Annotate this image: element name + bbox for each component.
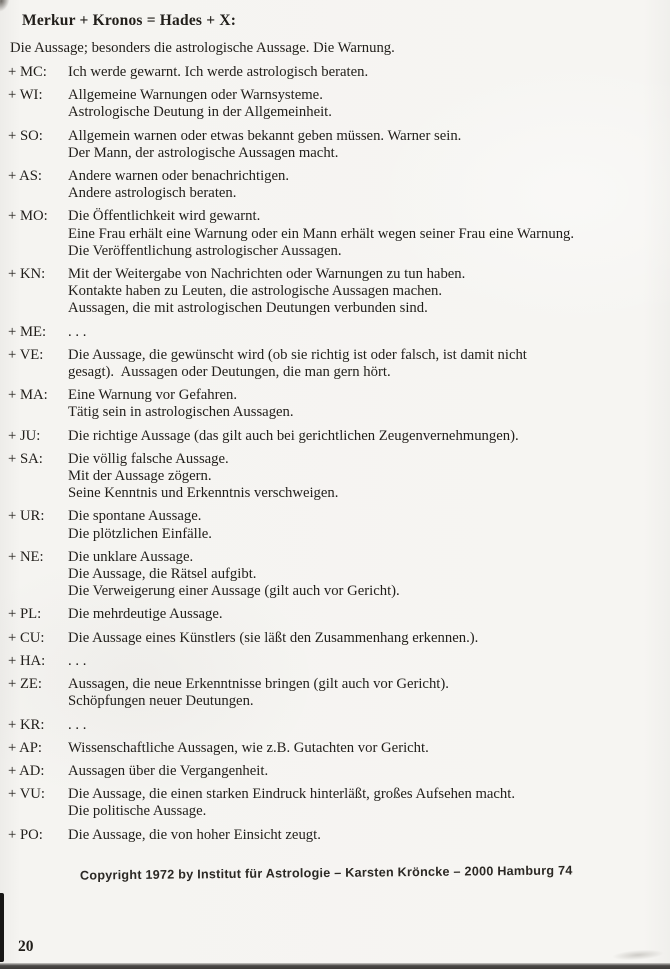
entry-row [8, 266, 662, 318]
entry-lines [68, 676, 662, 710]
entry-line: Schöpfungen neuer Deutungen. [68, 693, 254, 710]
entry-label: + KR: [8, 716, 45, 733]
entry-label: + HA: [8, 652, 46, 669]
entry-lines [68, 508, 662, 542]
entry-lines [68, 763, 662, 780]
entry-lines [68, 387, 662, 421]
entry-row [8, 208, 662, 260]
entry-label: + PO: [8, 826, 43, 843]
entry-row [8, 87, 662, 121]
entry-lines [68, 208, 662, 260]
entry-line: Aussagen, die neue Erkenntnisse bringen (gilt auch vor Gericht). [68, 676, 449, 693]
entry-line: Die spontane Aussage. [68, 508, 202, 525]
entry-row [8, 653, 662, 670]
entry-row [8, 347, 662, 381]
entry-line: Aussagen über die Vergangenheit. [68, 762, 269, 779]
entry-lines [68, 786, 662, 820]
entry-label: + VE: [8, 346, 44, 363]
entry-line: Andere warnen oder benachrichtigen. [68, 168, 290, 185]
scan-artifact-left-bar [0, 893, 4, 962]
entry-row [8, 549, 662, 601]
entry-line: Die Aussage, die gewünscht wird (ob sie richtig ist oder falsch, ist damit nicht [68, 346, 527, 363]
entry-label: + UR: [8, 508, 45, 525]
entry-line: Allgemein warnen oder etwas bekannt geben müssen. Warner sein. [68, 127, 462, 144]
entry-line: Tätig sein in astrologischen Aussagen. [68, 404, 294, 421]
entry-lines [68, 451, 662, 503]
entry-lines [68, 266, 662, 318]
entry-lines [68, 630, 662, 647]
entry-lines [68, 606, 662, 623]
entry-row [8, 508, 662, 542]
entry-line: Mit der Aussage zögern. [68, 468, 212, 485]
entry-line: Allgemeine Warnungen oder Warnsysteme. [68, 87, 323, 104]
entry-line: Die richtige Aussage (das gilt auch bei gerichtlichen Zeugenvernehmungen). [68, 427, 519, 444]
entry-label: + NE: [8, 548, 44, 565]
entry-line: Astrologische Deutung in der Allgemeinheit. [68, 104, 332, 121]
entry-line: Die Öffentlichkeit wird gewarnt. [68, 208, 261, 225]
entry-label: + SA: [8, 450, 43, 467]
entry-lines [68, 827, 662, 844]
entry-line: Die unklare Aussage. [68, 548, 194, 565]
entry-label: + MA: [8, 387, 48, 404]
entry-row [8, 763, 662, 780]
entry-line: Die mehrdeutige Aussage. [68, 606, 223, 623]
entry-row [8, 630, 662, 647]
entry-lines [68, 428, 662, 445]
entry-lines [68, 64, 662, 81]
entry-row [8, 786, 662, 820]
entry-line: Ich werde gewarnt. Ich werde astrologisch beraten. [68, 64, 369, 80]
entry-line: . . . [68, 716, 87, 733]
page-title: Merkur + Kronos = Hades + X: [22, 12, 237, 29]
entry-label: + ME: [8, 323, 47, 340]
entry-line: Andere astrologisch beraten. [68, 185, 237, 202]
entry-lines [68, 653, 662, 670]
entry-lines [68, 324, 662, 341]
entry-line: Eine Frau erhält eine Warnung oder ein Mann erhält wegen seiner Frau eine Warnung. [68, 225, 575, 242]
entry-row [8, 64, 662, 81]
entry-label: + AD: [8, 762, 45, 779]
entry-label: + PL: [8, 606, 42, 623]
entry-row [8, 827, 662, 844]
entry-line: Eine Warnung vor Gefahren. [68, 387, 238, 404]
entry-lines [68, 717, 662, 734]
entry-lines [68, 168, 662, 202]
entry-row [8, 606, 662, 623]
entry-line: Mit der Weitergabe von Nachrichten oder Warnungen zu tun haben. [68, 266, 466, 283]
entry-line: . . . [68, 652, 87, 669]
entry-label: + WI: [8, 87, 43, 104]
entry-row [8, 387, 662, 421]
entry-row [8, 740, 662, 757]
entry-label: + JU: [8, 427, 41, 444]
entry-row [8, 717, 662, 734]
entry-lines [68, 128, 662, 162]
entry-label: + MO: [8, 208, 48, 225]
entry-line: gesagt). Aussagen oder Deutungen, die man gern hört. [68, 364, 391, 381]
entry-line: Kontakte haben zu Leuten, die astrologische Aussagen machen. [68, 283, 442, 300]
entry-label: + VU: [8, 786, 45, 803]
entry-line: Die Veröffentlichung astrologischer Aussagen. [68, 242, 342, 259]
entry-line: Die Aussage, die Rätsel aufgibt. [68, 566, 257, 583]
entry-line: Die völlig falsche Aussage. [68, 450, 229, 467]
entry-label: + MC: [8, 64, 47, 80]
entry-lines [68, 740, 662, 757]
entry-line: Seine Kenntnis und Erkenntnis verschweigen. [68, 485, 339, 502]
entry-line: . . . [68, 323, 87, 340]
entry-lines [68, 87, 662, 121]
entry-label: + AS: [8, 168, 43, 185]
entry-line: Die Aussage eines Künstlers (sie läßt den Zusammenhang erkennen.). [68, 629, 479, 646]
entry-lines [68, 347, 662, 381]
entry-line: Die politische Aussage. [68, 803, 207, 820]
entry-line: Der Mann, der astrologische Aussagen macht. [68, 144, 339, 161]
copyright-line: Copyright 1972 by Institut für Astrologie – Karsten Kröncke – 2000 Hamburg 74 [79, 863, 573, 883]
entry-row [8, 676, 662, 710]
entry-label: + CU: [8, 629, 45, 646]
entry-row [8, 128, 662, 162]
entry-label: + SO: [8, 127, 43, 144]
entry-row [8, 324, 662, 341]
entry-line: Die Verweigerung einer Aussage (gilt auch vor Gericht). [68, 583, 400, 600]
intro-line: Die Aussage; besonders die astrologische Aussage. Die Warnung. [10, 40, 395, 56]
scan-artifact-top-left [0, 0, 10, 14]
entry-label: + KN: [8, 266, 46, 283]
entry-line: Wissenschaftliche Aussagen, wie z.B. Gutachten vor Gericht. [68, 739, 429, 756]
entry-label: + AP: [8, 739, 43, 756]
entry-list [8, 64, 662, 844]
entry-row [8, 428, 662, 445]
entry-line: Aussagen, die mit astrologischen Deutungen verbunden sind. [68, 300, 428, 317]
entry-label: + ZE: [8, 676, 42, 693]
entry-row [8, 451, 662, 503]
entry-lines [68, 549, 662, 601]
page-number: 20 [18, 938, 34, 955]
entry-line: Die Aussage, die von hoher Einsicht zeugt. [68, 826, 321, 843]
entry-line: Die Aussage, die einen starken Eindruck hinterläßt, großes Aufsehen macht. [68, 786, 516, 803]
entry-line: Die plötzlichen Einfälle. [68, 525, 212, 542]
scan-artifact-bottom-edge [0, 963, 670, 969]
scan-artifact-bottom-right-smudge [612, 948, 665, 962]
entry-row [8, 168, 662, 202]
